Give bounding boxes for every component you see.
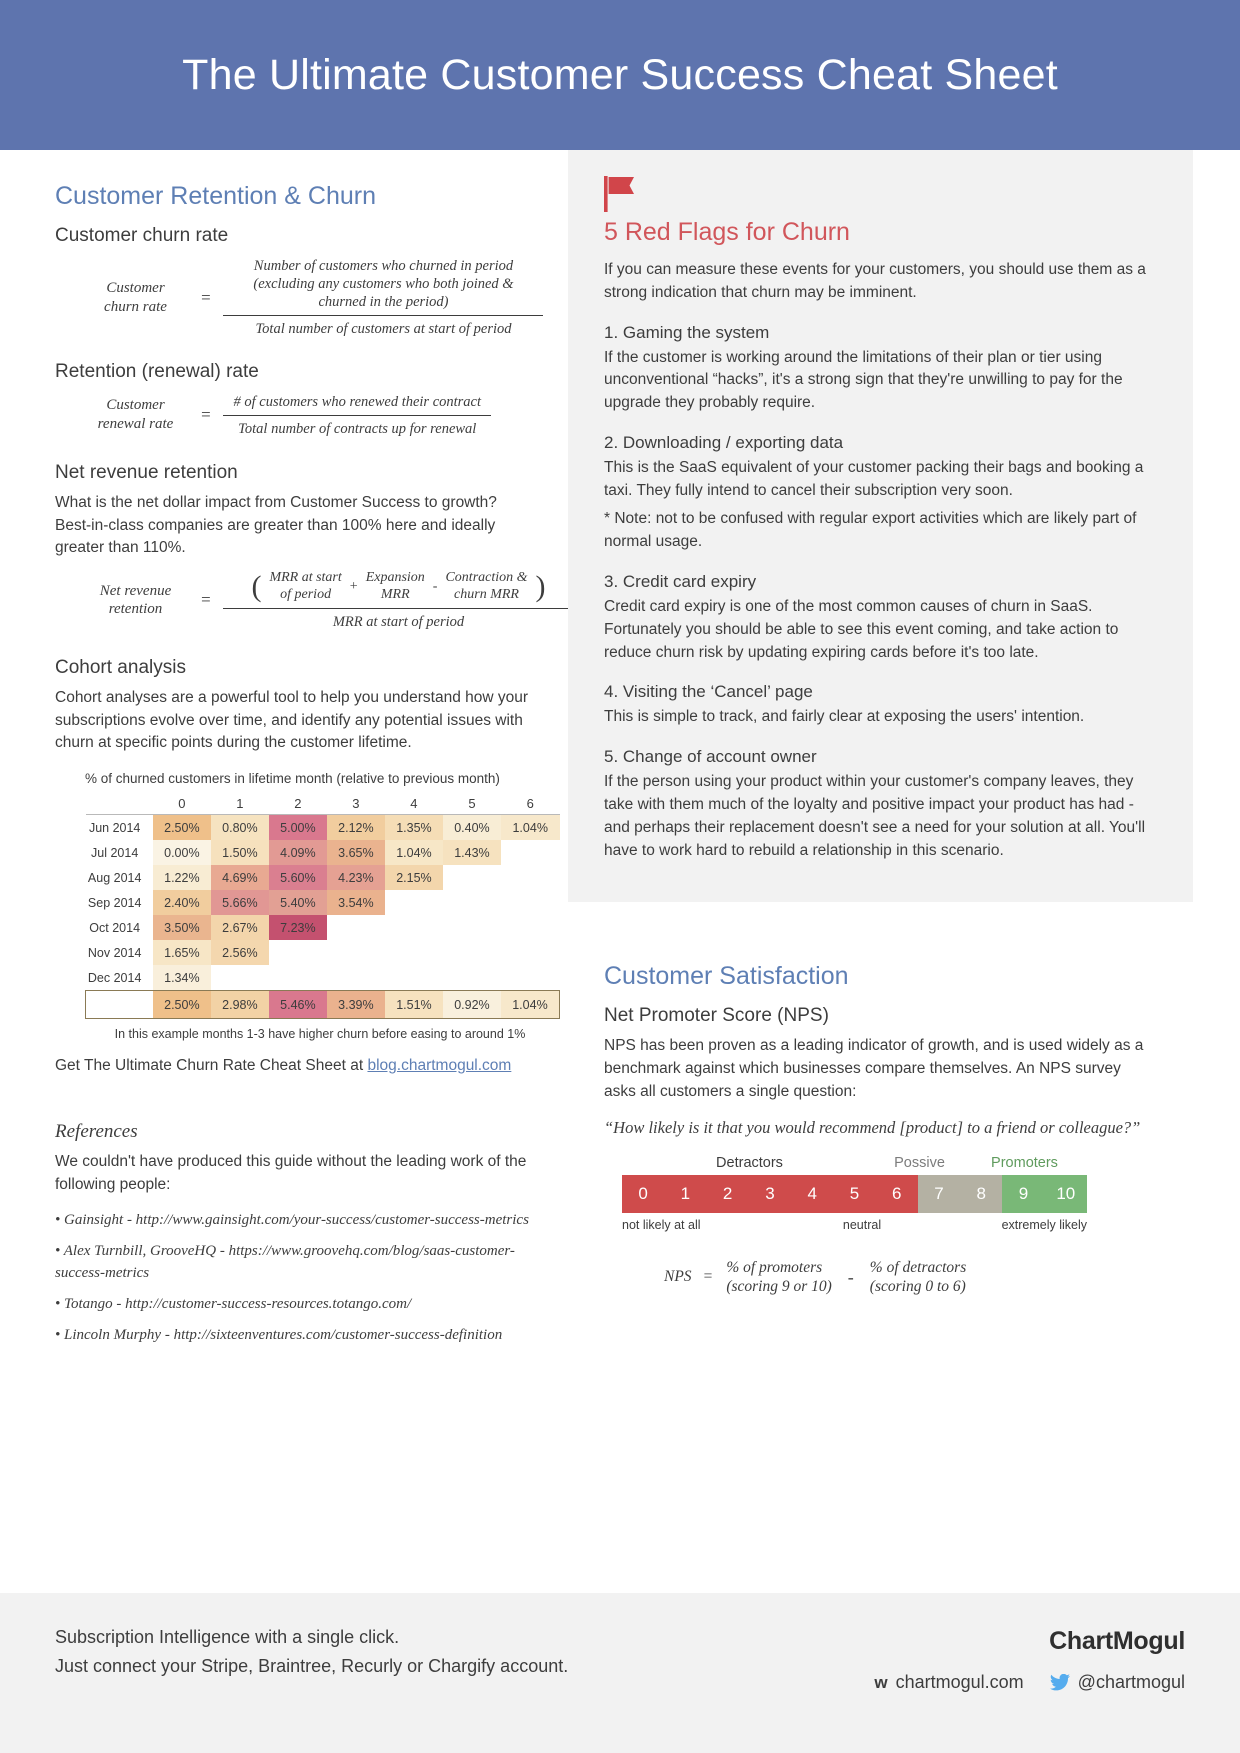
cohort-header-row — [86, 792, 560, 815]
formula-label-line1: Customer — [106, 280, 165, 296]
list-item: • Lincoln Murphy - http://sixteenventures.com/customer-success-definition — [55, 1325, 555, 1346]
formula-numerator: # of customers who renewed their contract — [223, 393, 491, 416]
footer-links — [874, 1672, 1185, 1693]
formula-customer-churn-rate — [83, 257, 560, 339]
cohort-note: In this example months 1-3 have higher churn before easing to around 1% — [114, 1027, 526, 1042]
cohort-cell: 5.60% — [269, 865, 327, 890]
nps-formula-term-2 — [870, 1258, 966, 1297]
cohort-col-1: 1 — [211, 792, 269, 815]
cohort-cell — [385, 940, 443, 965]
website-label: chartmogul.com — [895, 1672, 1024, 1692]
formula-label-line1: Net revenue — [99, 582, 172, 599]
heading-net-revenue-retention: Net revenue retention — [55, 461, 238, 483]
formula-denominator: Total number of contracts up for renewal — [238, 420, 477, 437]
nps-scale — [622, 1175, 1087, 1213]
nps-box-9: 9 — [1002, 1175, 1044, 1213]
cohort-cell: 7.23% — [269, 915, 327, 940]
cta-text: Get The Ultimate Churn Rate Cheat Sheet at — [55, 1057, 368, 1075]
nps-formula-term-1 — [726, 1258, 831, 1297]
nps-box-10: 10 — [1045, 1175, 1087, 1213]
formula-numerator — [223, 570, 573, 609]
cohort-row-label: Jul 2014 — [91, 845, 139, 860]
references-list — [55, 1210, 560, 1346]
list-item: • Gainsight - http://www.gainsight.com/your-success/customer-success-metrics — [55, 1210, 555, 1231]
cohort-cell: 1.04% — [385, 840, 443, 865]
twitter-icon — [1050, 1674, 1070, 1691]
heading-nps: Net Promoter Score (NPS) — [604, 1005, 829, 1027]
cohort-cell: 2.56% — [211, 940, 269, 965]
formula-net-revenue-retention — [83, 570, 560, 631]
nps-box-2: 2 — [707, 1175, 749, 1213]
nps-box-3: 3 — [749, 1175, 791, 1213]
cohort-cell — [443, 865, 501, 890]
cohort-cell — [443, 940, 501, 965]
nps-box-6: 6 — [876, 1175, 918, 1213]
text-red-flag-3: Credit card expiry is one of the most common causes of churn in SaaS. Fortunately you should be able to see this event coming, and take action to reduce churn risk by updating expiring cards before it's too late. — [604, 598, 1119, 661]
nr-term-1 — [269, 570, 341, 604]
cohort-cell — [385, 915, 443, 940]
cohort-cell: 5.00% — [269, 815, 327, 841]
text-red-flags-intro: If you can measure these events for your customers, you should use them as a strong indication that churn may be imminent. — [604, 261, 1146, 301]
cohort-cell — [385, 890, 443, 915]
left-column — [0, 150, 560, 1357]
label-detractors: Detractors — [716, 1154, 783, 1171]
page-title: The Ultimate Customer Success Cheat Sheet — [182, 50, 1058, 99]
table-row — [86, 890, 560, 915]
formula-denominator: MRR at start of period — [332, 613, 465, 630]
cohort-cell — [211, 965, 269, 991]
cohort-cell: 1.22% — [153, 865, 211, 890]
cohort-cell: 4.69% — [211, 865, 269, 890]
cohort-row-label: Sep 2014 — [87, 895, 142, 910]
table-row — [86, 865, 560, 890]
cohort-row-label: Oct 2014 — [89, 920, 141, 935]
heading-red-flag-5: 5. Change of account owner — [604, 747, 817, 767]
formula-nps — [664, 1258, 1157, 1297]
formula-denominator: Total number of customers at start of period — [255, 321, 512, 338]
cohort-col-6: 6 — [501, 792, 560, 815]
cohort-total-cell: 1.04% — [501, 991, 560, 1019]
cohort-table — [85, 792, 560, 1019]
cohort-cell: 3.54% — [327, 890, 385, 915]
list-item: • Alex Turnbill, GrooveHQ - https://www.groovehq.com/blog/saas-customer-success-metrics — [55, 1241, 555, 1284]
references-heading: References — [55, 1121, 138, 1143]
formula-fraction — [223, 393, 491, 438]
text-nps-question: “How likely is it that you would recommend [product] to a friend or colleague?” — [604, 1117, 1141, 1137]
website-link[interactable] — [874, 1672, 1023, 1693]
cohort-cell: 0.80% — [211, 815, 269, 841]
nps-scale-footer — [622, 1218, 1087, 1232]
cohort-totals-label — [86, 991, 153, 1019]
formula-label — [83, 582, 188, 620]
formula-renewal-rate — [83, 393, 560, 438]
nps-term2-line1: % of detractors — [869, 1258, 967, 1276]
cohort-cell: 2.15% — [385, 865, 443, 890]
formula-label-line2: retention — [108, 601, 163, 618]
customer-satisfaction-panel — [568, 902, 1193, 1306]
cta-churn-cheat-sheet — [55, 1057, 560, 1075]
section-title-red-flags: 5 Red Flags for Churn — [604, 218, 850, 246]
cohort-table-body — [86, 815, 560, 1019]
cohort-cell: 1.50% — [211, 840, 269, 865]
page-header — [0, 0, 1240, 150]
cohort-caption: % of churned customers in lifetime month (relative to previous month) — [85, 771, 500, 787]
cohort-total-cell: 2.98% — [211, 991, 269, 1019]
cohort-cell: 1.34% — [153, 965, 211, 991]
cohort-row-label: Jun 2014 — [88, 820, 141, 835]
cohort-cell: 1.04% — [501, 815, 560, 841]
nr-term-2-line2: MRR — [380, 586, 410, 602]
cohort-row-label: Nov 2014 — [87, 945, 142, 960]
twitter-link[interactable] — [1050, 1672, 1185, 1693]
cohort-cell: 2.50% — [153, 815, 211, 841]
cohort-cell: 3.65% — [327, 840, 385, 865]
cohort-cell — [269, 965, 327, 991]
cta-link[interactable]: blog.chartmogul.com — [367, 1057, 512, 1075]
cohort-cell: 3.50% — [153, 915, 211, 940]
page-footer — [0, 1593, 1240, 1753]
nr-term-3-line2: churn MRR — [454, 586, 519, 602]
cohort-total-cell: 2.50% — [153, 991, 211, 1019]
cohort-cell: 1.35% — [385, 815, 443, 841]
nps-foot-middle: neutral — [842, 1217, 882, 1232]
cohort-cell — [269, 940, 327, 965]
cohort-cell — [443, 890, 501, 915]
table-row — [86, 965, 560, 991]
cohort-cell: 4.09% — [269, 840, 327, 865]
text-net-revenue-retention: What is the net dollar impact from Customer Success to growth? Best-in-class companies are greater than 100% here and ideally greater than 110%. — [55, 493, 497, 557]
nps-term1-line2: (scoring 9 or 10) — [726, 1278, 832, 1296]
nps-formula-equals: = — [703, 1268, 713, 1286]
nr-term-2 — [366, 570, 425, 604]
section-title-customer-satisfaction: Customer Satisfaction — [604, 962, 849, 991]
table-row — [86, 840, 560, 865]
cohort-col-3: 3 — [327, 792, 385, 815]
nps-foot-left: not likely at all — [622, 1217, 701, 1232]
cohort-cell: 0.00% — [153, 840, 211, 865]
nr-term-3-line1: Contraction & — [445, 570, 528, 586]
nps-foot-right: extremely likely — [1001, 1217, 1087, 1232]
nps-box-1: 1 — [664, 1175, 706, 1213]
text-red-flag-2: This is the SaaS equivalent of your customer packing their bags and booking a taxi. They fully intend to cancel their subscription very soon. — [604, 458, 1144, 499]
cohort-totals-row — [86, 991, 560, 1019]
cohort-corner-cell — [86, 792, 153, 815]
cohort-cell — [501, 915, 560, 940]
formula-equals: = — [200, 590, 212, 610]
formula-fraction — [223, 570, 573, 631]
cohort-cell: 0.40% — [443, 815, 501, 841]
cohort-row-label: Aug 2014 — [87, 870, 142, 885]
cohort-cell — [327, 940, 385, 965]
cohort-cell: 1.43% — [443, 840, 501, 865]
formula-label-line2: churn rate — [104, 298, 167, 315]
table-row — [86, 915, 560, 940]
heading-red-flag-1: 1. Gaming the system — [604, 322, 770, 342]
twitter-handle: @chartmogul — [1077, 1672, 1185, 1692]
footer-brand-block — [874, 1627, 1185, 1753]
cohort-cell — [443, 915, 501, 940]
red-flag-icon — [604, 176, 638, 212]
red-flags-panel — [568, 150, 1193, 902]
heading-red-flag-3: 3. Credit card expiry — [604, 572, 757, 592]
formula-label — [83, 279, 188, 317]
cohort-cell: 2.12% — [327, 815, 385, 841]
footer-tagline — [55, 1627, 568, 1753]
cohort-col-0: 0 — [153, 792, 211, 815]
cohort-table-head — [86, 792, 560, 815]
footer-line-2: Just connect your Stripe, Braintree, Recurly or Chargify account. — [55, 1656, 569, 1676]
text-red-flag-4: This is simple to track, and fairly clear at exposing the users' intention. — [604, 708, 1085, 726]
nps-scale-labels — [622, 1155, 1087, 1171]
cohort-cell — [443, 965, 501, 991]
cohort-total-cell: 3.39% — [327, 991, 385, 1019]
nps-term1-line1: % of promoters — [726, 1258, 823, 1276]
paren-open: ( — [251, 569, 262, 603]
nps-box-8: 8 — [960, 1175, 1002, 1213]
formula-fraction — [223, 257, 543, 339]
cohort-cell — [501, 890, 560, 915]
cohort-col-2: 2 — [269, 792, 327, 815]
note-red-flag-2: * Note: not to be confused with regular export activities which are likely part of normal usage. — [604, 510, 1137, 551]
cohort-cell — [501, 965, 560, 991]
references-lead: We couldn't have produced this guide without the leading work of the following people: — [55, 1153, 527, 1193]
formula-label — [83, 396, 188, 434]
formula-label-line2: renewal rate — [97, 416, 174, 433]
formula-equals: = — [200, 405, 212, 425]
cohort-total-cell: 0.92% — [443, 991, 501, 1019]
nps-box-5: 5 — [833, 1175, 875, 1213]
heading-red-flag-2: 2. Downloading / exporting data — [604, 432, 844, 452]
references-section — [55, 1121, 560, 1346]
text-nps-body: NPS has been proven as a leading indicator of growth, and is used widely as a benchmark against which businesses compare themselves. An NPS survey asks all customers a single question: — [604, 1037, 1144, 1100]
heading-customer-churn-rate: Customer churn rate — [55, 225, 229, 246]
nps-box-0: 0 — [622, 1175, 664, 1213]
content-area — [0, 150, 1240, 1357]
nr-term-1-line2: of period — [280, 586, 332, 602]
cohort-cell: 5.40% — [269, 890, 327, 915]
footer-line-1: Subscription Intelligence with a single click. — [55, 1627, 400, 1647]
heading-cohort-analysis: Cohort analysis — [55, 656, 186, 678]
cohort-cell — [501, 865, 560, 890]
cohort-cell — [501, 940, 560, 965]
heading-retention-rate: Retention (renewal) rate — [55, 360, 259, 382]
nr-term-3 — [445, 570, 527, 604]
paren-close: ) — [535, 569, 546, 603]
cohort-table-wrapper — [85, 771, 560, 1041]
brand-logo: ChartMogul — [1049, 1627, 1185, 1655]
nps-box-4: 4 — [791, 1175, 833, 1213]
text-cohort-analysis: Cohort analyses are a powerful tool to help you understand how your subscriptions evolve over time, and identify any potential issues with churn at specific points during the customer lifetime. — [55, 688, 529, 752]
table-row — [86, 815, 560, 841]
heading-red-flag-4: 4. Visiting the ‘Cancel’ page — [604, 682, 813, 702]
cohort-cell — [385, 965, 443, 991]
cohort-cell — [327, 915, 385, 940]
nps-formula-label: NPS — [664, 1268, 692, 1286]
nr-term-2-line1: Expansion — [365, 570, 425, 586]
cohort-row-label: Dec 2014 — [87, 970, 142, 985]
nps-formula-minus: - — [847, 1266, 854, 1287]
cohort-total-cell: 1.51% — [385, 991, 443, 1019]
list-item: • Totango - http://customer-success-resources.totango.com/ — [55, 1294, 555, 1315]
cohort-cell: 4.23% — [327, 865, 385, 890]
label-passives: Possive — [894, 1154, 945, 1171]
nps-term2-line2: (scoring 0 to 6) — [869, 1278, 966, 1296]
cohort-cell: 2.40% — [153, 890, 211, 915]
formula-equals: = — [200, 287, 212, 307]
formula-label-line1: Customer — [106, 397, 165, 414]
label-promoters: Promoters — [991, 1154, 1058, 1171]
right-column — [568, 150, 1193, 1357]
nr-op-1: + — [349, 579, 358, 595]
cohort-cell: 2.67% — [211, 915, 269, 940]
section-title-retention-churn: Customer Retention & Churn — [55, 182, 376, 210]
text-red-flag-1: If the customer is working around the limitations of their plan or tier using unconventional “hacks”, it's a strong sign that they're unwilling to pay for the upgrade they probably require. — [604, 348, 1123, 412]
cohort-cell — [327, 965, 385, 991]
cohort-cell: 5.66% — [211, 890, 269, 915]
nps-box-7: 7 — [918, 1175, 960, 1213]
cohort-cell: 1.65% — [153, 940, 211, 965]
nr-term-1-line1: MRR at start — [269, 570, 342, 586]
cohort-cell — [501, 840, 560, 865]
formula-numerator: Number of customers who churned in period (excluding any customers who both joined & churned in the period) — [223, 257, 543, 316]
web-icon: w — [874, 1672, 888, 1692]
cohort-total-cell: 5.46% — [269, 991, 327, 1019]
cohort-col-4: 4 — [385, 792, 443, 815]
text-red-flag-5: If the person using your product within your customer's company leaves, they take with them much of the loyalty and positive impact your product has had - and perhaps their replacement doesn't see a need for your solution at all. You'll have to work hard to rebuild a relationship in this scenario. — [604, 773, 1146, 859]
cohort-col-5: 5 — [443, 792, 501, 815]
table-row — [86, 940, 560, 965]
nr-op-2: - — [432, 579, 438, 595]
